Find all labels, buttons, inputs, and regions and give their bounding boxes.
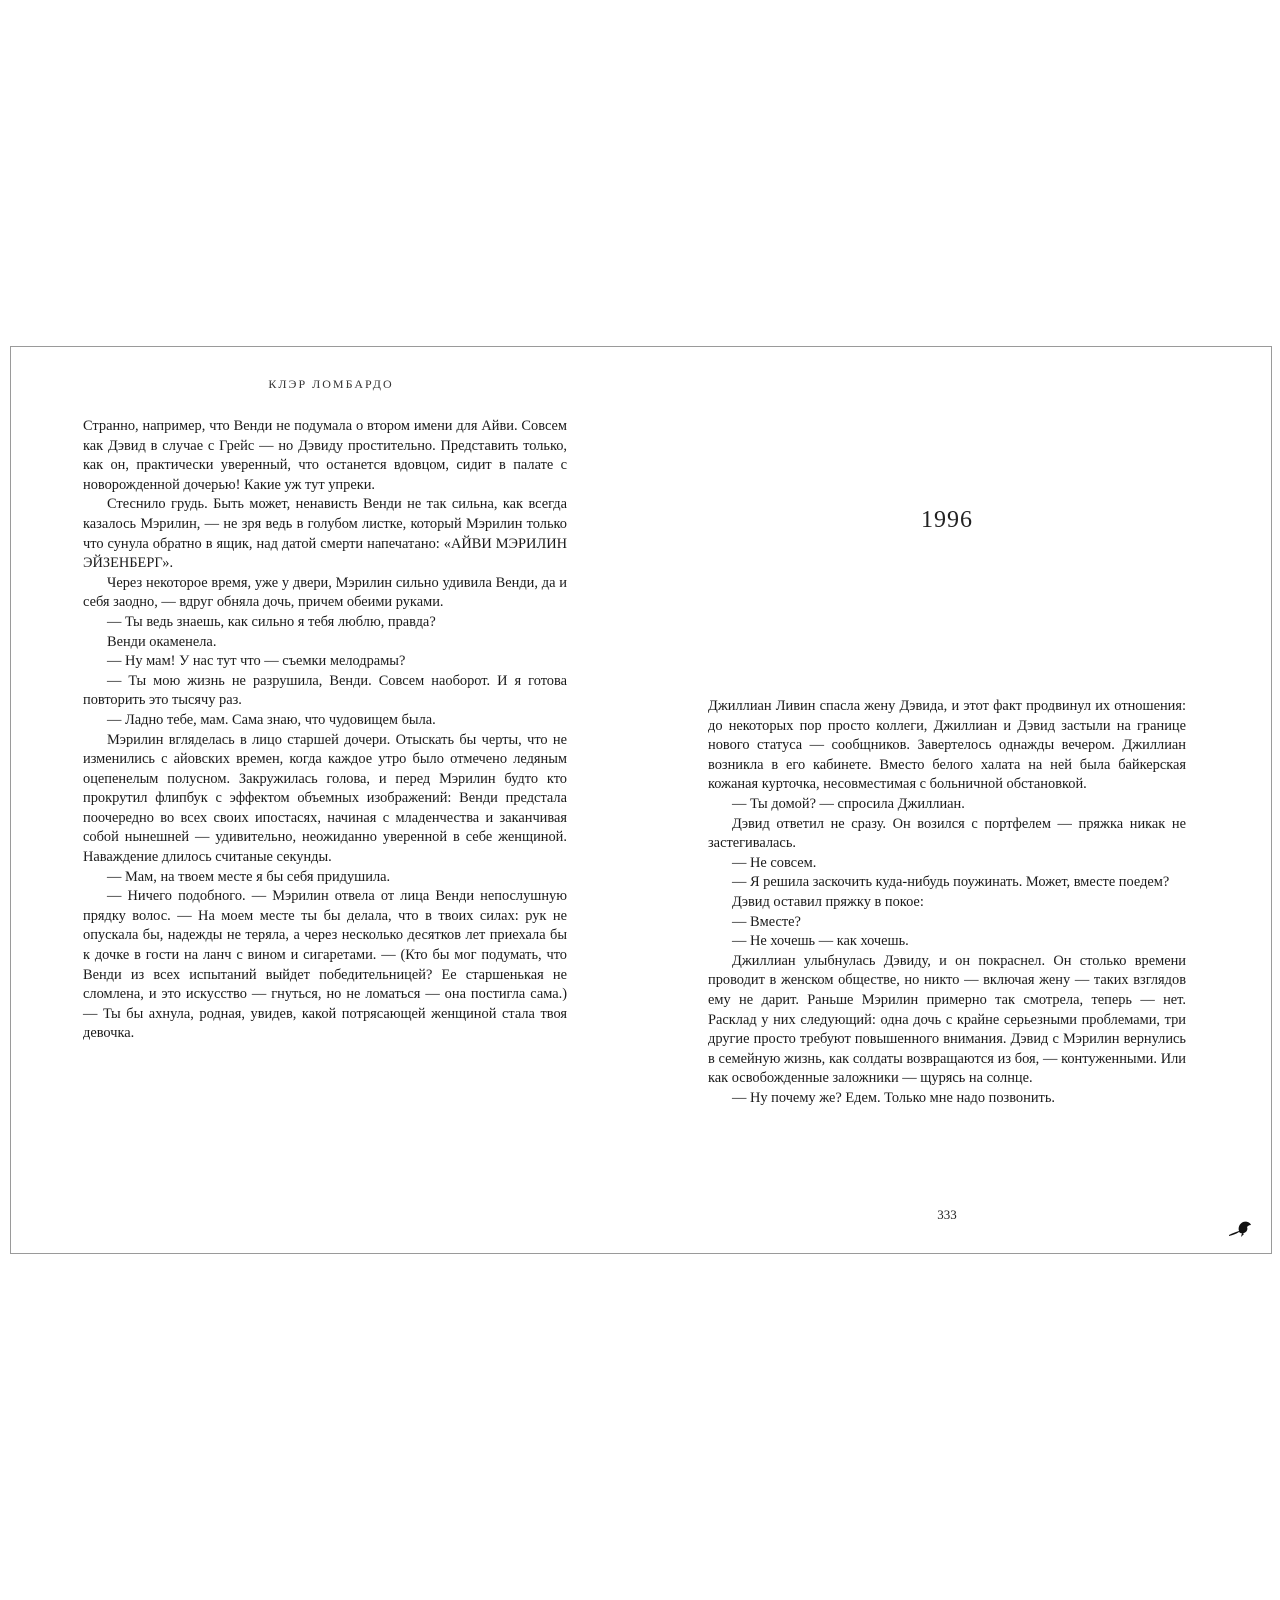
page-number: 333 bbox=[937, 1207, 957, 1222]
paragraph: Венди окаменела. bbox=[107, 633, 217, 650]
paragraph: Джиллиан Ливин спасла жену Дэвида, и этот факт продвинул их отношения: до некоторых пор просто коллеги, Джиллиан и Дэвид застыли на границе нового статуса — сообщников. Завертелось однажды вечером. Джиллиан возникла в его кабинете. Вместо белого халата на ней была байкерская кожаная курточка, несовместимая с больничной обстановкой. bbox=[708, 698, 1186, 793]
paragraph: — Ты мою жизнь не разрушила, Венди. Совсем наоборот. И я готова повторить это тысячу раз. bbox=[83, 672, 567, 709]
paragraph: — Ну почему же? Едем. Только мне надо позвонить. bbox=[732, 1089, 1055, 1106]
paragraph: — Вместе? bbox=[732, 913, 801, 930]
paragraph: — Ладно тебе, мам. Сама знаю, что чудовищем была. bbox=[107, 711, 436, 728]
paragraph: Дэвид оставил пряжку в покое: bbox=[732, 893, 924, 910]
paragraph: — Я решила заскочить куда-нибудь поужинать. Может, вместе поедем? bbox=[732, 874, 1170, 891]
paragraph: — Ты ведь знаешь, как сильно я тебя люблю, правда? bbox=[107, 613, 436, 630]
paragraph: Мэрилин вгляделась в лицо старшей дочери. Отыскать бы черты, что не изменились с айовских времен, когда каждое утро было отмечено ледяным оцепенелым полусном. Закружилась голова, и перед Мэрилин будто кто прокрутил флипбук с эффектом объемных изображений: Венди предстала поочередно во всех своих ипостасях, начиная с младенчества и заканчивая собой нынешней — удивительно, неожиданно уверенной в себе женщиной. Наваждение длилось считаные секунды. bbox=[83, 731, 567, 866]
right-page-text bbox=[708, 697, 1186, 1108]
left-page-text bbox=[83, 417, 567, 1044]
paragraph: Странно, например, что Венди не подумала о втором имени для Айви. Совсем как Дэвид в случае с Грейс — но Дэвиду простительно. Представить только, как он, практически уверенный, что останется вдовцом, сидит в палате с новорожденной дочерью! Какие уж тут упреки. bbox=[83, 418, 567, 493]
paragraph: — Не совсем. bbox=[732, 854, 817, 871]
chapter-title: 1996 bbox=[921, 507, 973, 533]
book-spread bbox=[10, 346, 1272, 1254]
paragraph: Дэвид ответил не сразу. Он возился с портфелем — пряжка никак не застегивалась. bbox=[708, 815, 1186, 852]
paragraph: — Не хочешь — как хочешь. bbox=[732, 933, 909, 950]
paragraph: Через некоторое время, уже у двери, Мэрилин сильно удивила Венди, да и себя заодно, — вдруг обняла дочь, причем обеими руками. bbox=[83, 574, 567, 611]
paragraph: — Ничего подобного. — Мэрилин отвела от лица Венди непослушную прядку волос. — На моем месте ты бы делала, что в твоих силах: рук не опускала бы, надежды не теряла, а через несколько десятков лет приехала бы к дочке в гости на ланч с вином и сигаретами. — (Кто бы мог подумать, что Венди из всех испытаний выйдет победительницей? Ее старшенькая не сломлена, и это искусство — гнуться, но не ломаться — она постигла сама.) — Ты бы ахнула, родная, увидев, какой потрясающей женщиной стала твоя девочка. bbox=[83, 888, 567, 1042]
paragraph: — Мам, на твоем месте я бы себя придушила. bbox=[107, 868, 391, 885]
running-head: КЛЭР ЛОМБАРДО bbox=[268, 377, 394, 391]
publisher-mark-icon bbox=[1227, 1219, 1253, 1239]
paragraph: — Ну мам! У нас тут что — съемки мелодрамы? bbox=[107, 653, 406, 670]
paragraph: Стеснило грудь. Быть может, ненависть Венди не так сильна, как всегда казалось Мэрилин, — не зря ведь в голубом листке, который Мэрилин только что сунула обратно в ящик, над датой смерти напечатано: «АЙВИ МЭРИЛИН ЭЙЗЕНБЕРГ». bbox=[83, 496, 567, 572]
paragraph: Джиллиан улыбнулась Дэвиду, и он покраснел. Он столько времени проводит в женском обществе, но никто — включая жену — таких взглядов ему не дарит. Раньше Мэрилин примерно так смотрела, теперь — нет. Расклад у них следующий: одна дочь с крайне серьезными проблемами, три другие просто требуют повышенного внимания. Дэвид с Мэрилин вернулись в семейную жизнь, как солдаты возвращаются из боя, — контуженными. Или как освобожденные заложники — щурясь на солнце. bbox=[708, 952, 1186, 1087]
paragraph: — Ты домой? — спросила Джиллиан. bbox=[732, 795, 965, 812]
